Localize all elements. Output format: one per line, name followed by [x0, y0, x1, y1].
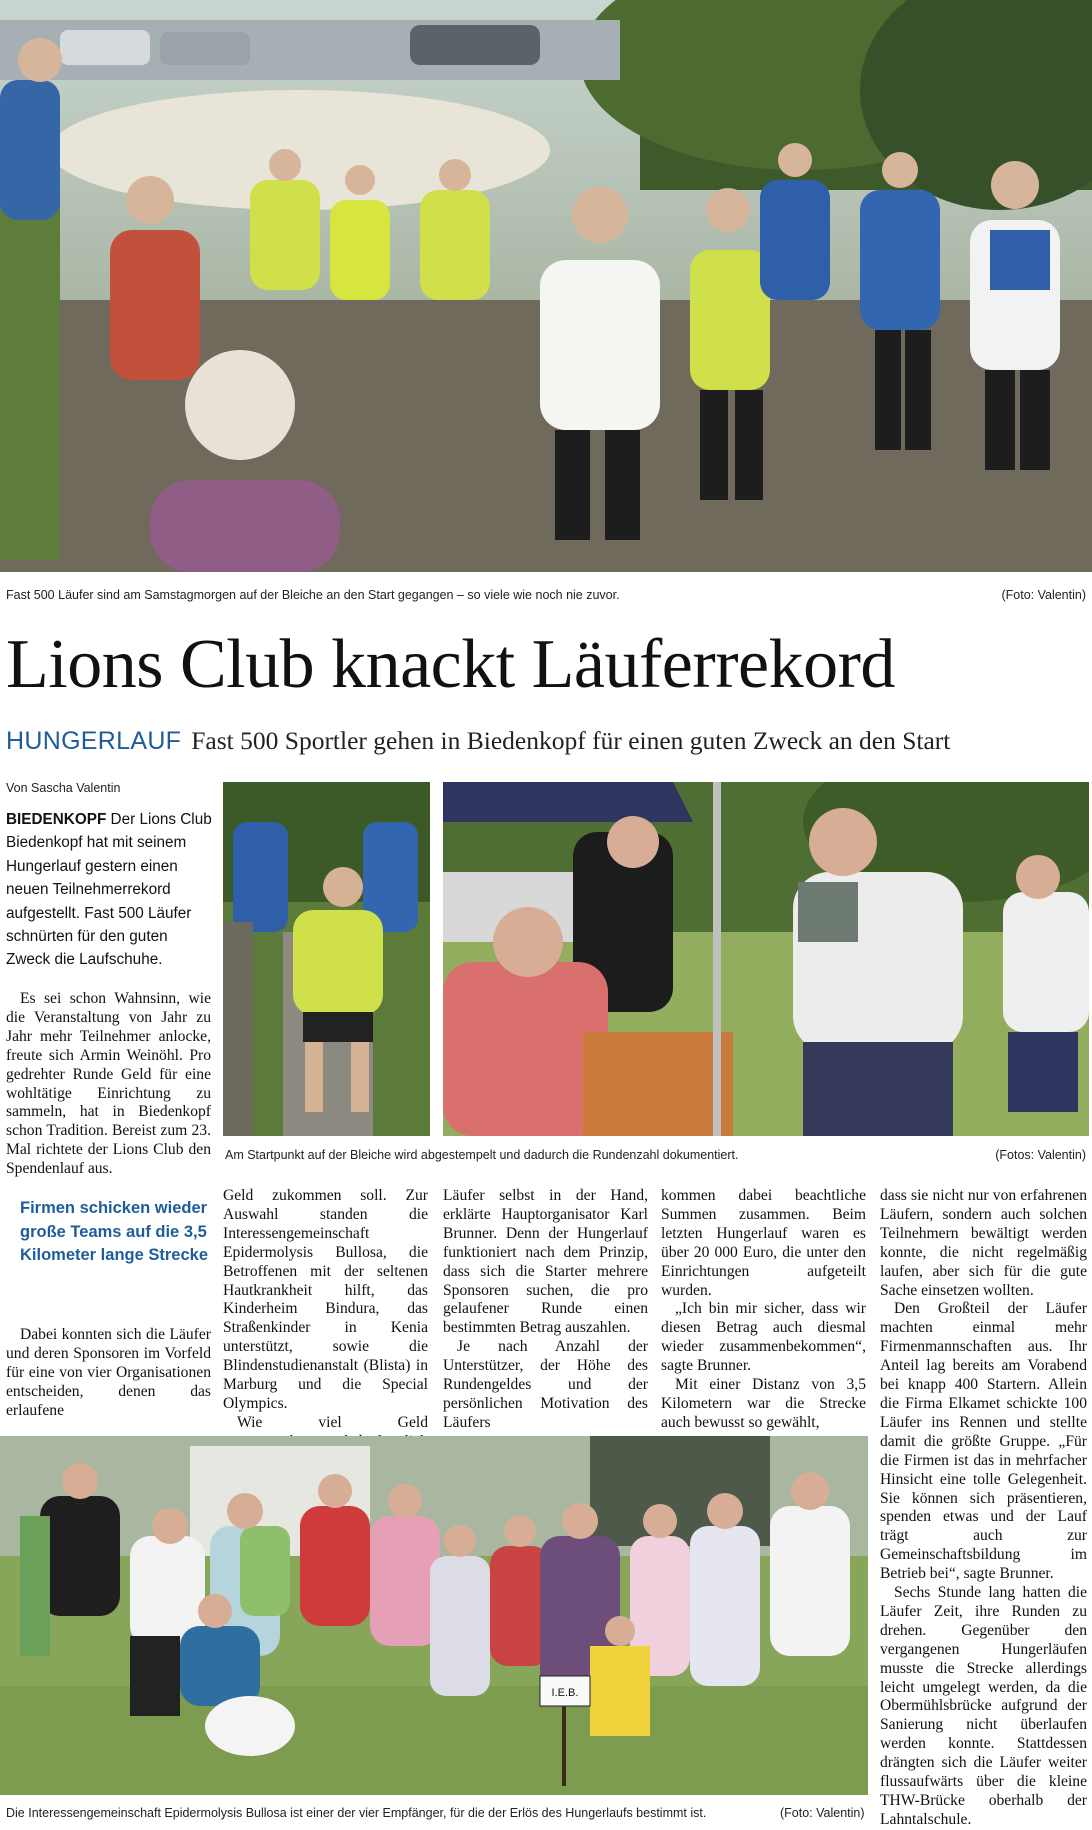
bottom-photo-caption: Die Interessengemeinschaft Epidermolysis Bullosa ist einer der vier Empfänger, für die der Erlös des Hungerlaufs bestimmt ist. [6, 1806, 707, 1820]
kicker [6, 728, 950, 754]
article-column-1-top [6, 990, 211, 1179]
kicker-tag: HUNGERLAUF [6, 727, 182, 755]
paragraph: Je nach Anzahl der Unterstützer, der Höhe des Rundengeldes und der persönlichen Motivation des Läufers [443, 1338, 648, 1431]
runners-crowd-image [0, 0, 1092, 572]
top-photo-credit: (Foto: Valentin) [1001, 588, 1086, 602]
stamp-station-image [443, 782, 1089, 1136]
middle-photo-caption: Am Startpunkt auf der Bleiche wird abgestempelt und dadurch die Rundenzahl dokumentiert. [225, 1148, 739, 1162]
paragraph: Es sei schon Wahnsinn, wie die Veranstaltung von Jahr zu Jahr mehr Teilnehmer anlocke, freute sich Armin Weinöhl. Pro gedrehter Runde Geld für eine wohltätige Einrichtung zu sammeln, hat in Biedenkopf schon Tradition. Bereist zum 23. Mal richtete der Lions Club den Spendenlauf aus. [6, 990, 211, 1178]
paragraph: dass sie nicht nur von erfahrenen Läufern, sondern auch solchen Teilnehmern bewältigt werden konnte, die nicht regelmäßig laufen, aber sich für die gute Sache einsetzen wollten. [880, 1187, 1087, 1299]
bottom-photo-credit: (Foto: Valentin) [780, 1806, 865, 1820]
article-column-1-bottom [6, 1326, 211, 1421]
top-photo-caption: Fast 500 Läufer sind am Samstagmorgen auf der Bleiche an den Start gegangen – so viele wie noch nie zuvor. [6, 588, 620, 602]
paragraph: Mit einer Distanz von 3,5 Kilometern war die Strecke auch bewusst so gewählt, [661, 1376, 866, 1431]
paragraph: Dabei konnten sich die Läufer und deren Sponsoren im Vorfeld für eine von vier Organisationen entscheiden, denen das erlaufene [6, 1326, 211, 1419]
photo-stamp-station [443, 782, 1089, 1136]
intro-text: Der Lions Club Biedenkopf hat mit seinem Hungerlauf gestern einen neuen Teilnehmerrekord aufgestellt. Fast 500 Läufer schnürten für den guten Zweck die Laufschuhe. [6, 811, 212, 969]
paragraph: kommen dabei beachtliche Summen zusammen. Beim letzten Hungerlauf waren es über 20 000 Euro, die unter den Einrichtungen aufgeteilt wurden. [661, 1187, 866, 1299]
paragraph: Wie viel Geld [237, 1413, 428, 1431]
middle-photo-credit: (Fotos: Valentin) [995, 1148, 1086, 1162]
dateline: BIEDENKOPF [6, 811, 107, 828]
ieb-sign-text: I.E.B. [551, 1687, 579, 1699]
subheadline: Fast 500 Sportler gehen in Biedenkopf für einen guten Zweck an den Start [191, 726, 951, 755]
paragraph: „Ich bin mir sicher, dass wir diesen Betrag auch diesmal wieder zusammenbekommen“, sagte Brunner. [661, 1300, 866, 1375]
group-photo-image [0, 1436, 868, 1795]
paragraph: Läufer selbst in der Hand, erklärte Hauptorganisator Karl Brunner. Denn der Hungerlauf funktioniert nach dem Prinzip, dass sich die Starter mehrere Sponsoren suchen, die pro gelaufener Runde einen bestimmten Betrag auszahlen. [443, 1187, 648, 1337]
paragraph: Geld zukommen soll. Zur Auswahl standen die Interessengemeinschaft Epidermolysis Bullosa, die Betroffenen mit der seltenen Hautkrankheit hilft, das Kinderheim Bindura, das Straßenkinder in Kenia unterstützt, sowie die Blindenstudienanstalt (Blista) in Marburg und die Special Olympics. [223, 1187, 428, 1412]
paragraph: Den Großteil der Läufer machten einmal mehr Firmenmannschaften aus. Ihr Anteil lag bereits am Vorabend bei knapp 400 Startern. Allein die Firma Elkamet schickte 100 Läufer ins Rennen und stellte damit die größte Gruppe. „Für die Firmen ist das in mehrfacher Hinsicht eine tolle Gelegenheit. Sie können sich präsentieren, spenden etwas und der Lauf trägt auch zur Gemeinschaftsbildung im Betrieb bei“, sagte Brunner. [880, 1300, 1087, 1583]
intro-paragraph [6, 808, 216, 972]
article-column-3 [443, 1187, 648, 1433]
byline: Von Sascha Valentin [6, 781, 121, 795]
article-column-2 [223, 1187, 428, 1471]
photo-group-ieb [0, 1436, 868, 1795]
photo-runner-yellow [223, 782, 430, 1136]
headline: Lions Club knackt Läuferrekord [6, 626, 895, 703]
photo-runners-start [0, 0, 1092, 572]
pull-quote: Firmen schicken wieder große Teams auf die 3,5 Kilometer lange Strecke [20, 1199, 208, 1264]
runner-image [223, 782, 430, 1136]
article-column-5 [880, 1187, 1087, 1830]
paragraph: Sechs Stunde lang hatten die Läufer Zeit, ihre Runden zu drehen. Gegenüber den vergangenen Hungerläufen musste die Strecke allerdings leicht umgelegt werden, da die Obermühlsbrücke aufgrund der Sanierung nicht überlaufen werden konnte. Stattdessen drängten sich die Läufer weiter flussaufwärts über die kleine THW-Brücke oberhalb der Lahntalschule. [880, 1584, 1087, 1828]
article-column-4 [661, 1187, 866, 1433]
